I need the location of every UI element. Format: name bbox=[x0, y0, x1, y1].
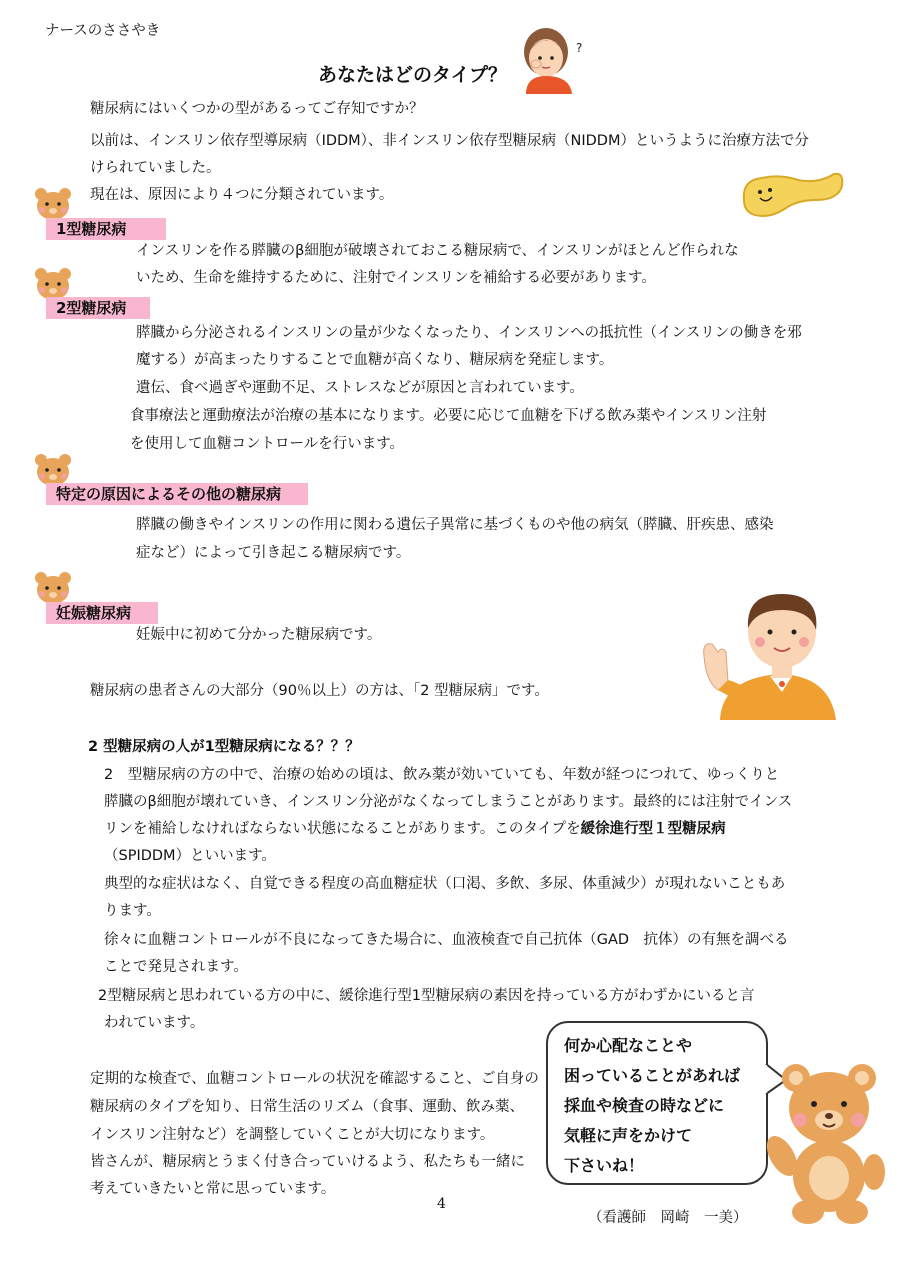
gestational-label: 妊娠糖尿病 bbox=[46, 602, 158, 624]
signature: （看護師 岡崎 一美） bbox=[588, 1210, 748, 1226]
bubble-line: 気軽に声をかけて bbox=[564, 1126, 693, 1145]
question-mark: ? bbox=[576, 41, 583, 55]
gestational-text: 妊娠中に初めて分かった糖尿病です。 bbox=[136, 627, 382, 643]
type1-text: インスリンを作る膵臓のβ細胞が破壊されておこる糖尿病で、インスリンがほとんど作られな bbox=[136, 243, 739, 259]
bubble-line: 下さいね！ bbox=[564, 1156, 645, 1175]
other-type-text: 膵臓の働きやインスリンの作用に関わる遺伝子異常に基づくものや他の病気（膵臓、肝疾患、感染 bbox=[136, 517, 774, 533]
thinking-woman-illustration bbox=[512, 22, 592, 94]
closing-text: 考えていきたいと常に思っています。 bbox=[90, 1181, 336, 1197]
section-header: ナースのささやき bbox=[45, 23, 161, 39]
type1-label: 1型糖尿病 bbox=[46, 218, 166, 240]
intro-line: けられていました。 bbox=[90, 160, 221, 176]
type2-text: 食事療法と運動療法が治療の基本になります。必要に応じて血糖を下げる飲み薬やインスリン注射 bbox=[130, 408, 767, 424]
spiddm-heading: 2 型糖尿病の人が1型糖尿病になる？？？ bbox=[88, 739, 360, 755]
spiddm-text: 2型糖尿病と思われている方の中に、緩徐進行型1型糖尿病の素因を持っている方がわずかにいると言 bbox=[98, 988, 755, 1004]
other-type-label: 特定の原因によるその他の糖尿病 bbox=[46, 483, 308, 505]
intro-line: 現在は、原因により４つに分類されています。 bbox=[90, 187, 394, 203]
speech-bubble bbox=[546, 1021, 768, 1185]
intro-line: 以前は、インスリン依存型導尿病（IDDM）、非インスリン依存型糖尿病（NIDDM）というように治療方法で分 bbox=[90, 133, 809, 149]
speech-bubble-text bbox=[564, 1031, 740, 1181]
waving-man-illustration bbox=[700, 582, 842, 720]
bubble-line: 採血や検査の時などに bbox=[564, 1096, 725, 1115]
spiddm-text: ことで発見されます。 bbox=[104, 959, 248, 975]
spiddm-text: （SPIDDM）といいます。 bbox=[104, 848, 276, 864]
bubble-line: 困っていることがあれば bbox=[564, 1066, 741, 1085]
pancreas-illustration bbox=[738, 160, 846, 222]
type2-text: 遺伝、食べ過ぎや運動不足、ストレスなどが原因と言われています。 bbox=[136, 380, 584, 396]
closing-text: 皆さんが、糖尿病とうまく付き合っていけるよう、私たちも一緒に bbox=[90, 1154, 525, 1170]
type2-text: 魔する）が高まったりすることで血糖が高くなり、糖尿病を発症します。 bbox=[136, 352, 614, 368]
intro-line: 糖尿病にはいくつかの型があるってご存知ですか？ bbox=[90, 101, 424, 117]
type2-text: を使用して血糖コントロールを行います。 bbox=[130, 436, 405, 452]
spiddm-text: リンを補給しなければならない状態になることがあります。このタイプを bbox=[104, 821, 581, 837]
spiddm-emphasis: 緩徐進行型１型糖尿病 bbox=[580, 821, 726, 837]
page-number: 4 bbox=[437, 1196, 446, 1212]
majority-text: 糖尿病の患者さんの大部分（90％以上）の方は、「2 型糖尿病」です。 bbox=[90, 683, 549, 699]
closing-text: 定期的な検査で、血糖コントロールの状況を確認すること、ご自身の bbox=[90, 1071, 539, 1087]
spiddm-text-with-emphasis bbox=[104, 816, 726, 842]
closing-text: 糖尿病のタイプを知り、日常生活のリズム（食事、運動、飲み薬、 bbox=[90, 1099, 524, 1115]
type2-text: 膵臓から分泌されるインスリンの量が少なくなったり、インスリンへの抵抗性（インスリンの働きを邪 bbox=[136, 325, 802, 341]
spiddm-text: 膵臓のβ細胞が壊れていき、インスリン分泌がなくなってしまうことがあります。最終的には注射でインス bbox=[104, 794, 793, 810]
bubble-line: 何か心配なことや bbox=[564, 1036, 693, 1055]
waving-bear-illustration bbox=[766, 1056, 892, 1226]
closing-text: インスリン注射など）を調整していくことが大切になります。 bbox=[90, 1127, 495, 1143]
type1-text: いため、生命を維持するために、注射でインスリンを補給する必要があります。 bbox=[136, 270, 656, 286]
spiddm-text: ります。 bbox=[104, 903, 161, 919]
spiddm-text: われています。 bbox=[104, 1015, 205, 1031]
spiddm-text: 徐々に血糖コントロールが不良になってきた場合に、血液検査で自己抗体（GAD 抗体）の有無を調べる bbox=[104, 932, 789, 948]
spiddm-text: 2 型糖尿病の方の中で、治療の始めの頃は、飲み薬が効いていても、年数が経つにつれて、ゆっくりと bbox=[104, 767, 780, 783]
type2-label: 2型糖尿病 bbox=[46, 297, 150, 319]
page-title: あなたはどのタイプ？ bbox=[318, 64, 508, 86]
spiddm-text: 典型的な症状はなく、自覚できる程度の高血糖症状（口渇、多飲、多尿、体重減少）が現れないこともあ bbox=[104, 876, 786, 892]
other-type-text: 症など）によって引き起こる糖尿病です。 bbox=[136, 545, 411, 561]
